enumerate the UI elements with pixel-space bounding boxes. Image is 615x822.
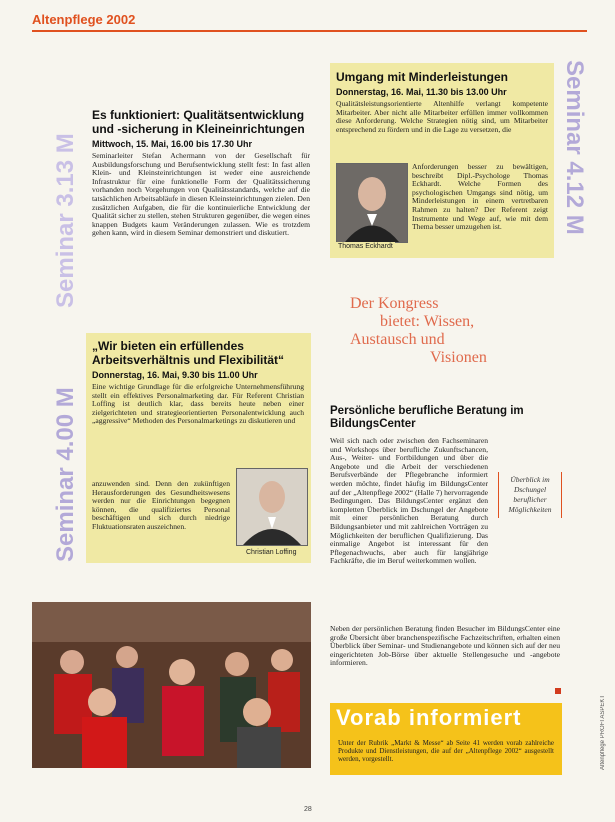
side-credit: Altenpflege PROFI ASPEKT	[600, 694, 606, 770]
bildungscenter-body2: Neben der persönlichen Beratung finden Besucher im BildungsCenter eine große Übersicht über branchenspezifische Fachzeitschriften, erhalten einen Überblick über Seminar- und Studienangebote und können sich auf der neu eingerichteten Job-Börse über aktuelle Stellengesuche und -angebote informieren.	[330, 624, 560, 668]
seminar3-article	[92, 339, 304, 426]
seminar2-title: Umgang mit Minderleistungen	[336, 70, 509, 84]
seminar2-body-side: Anforderungen besser zu bewältigen, beschreibt Dipl.-Psychologe Thomas Eckhardt. Welche Formen des psychologischen Umgangs sind nötig, um Minderleistungen in einem vertretbaren Rahmen zu halten? Der Referent zeigt Instrumente und Wege auf, wie mit dem Thema besser umzugehen ist.	[412, 162, 548, 232]
page-number: 28	[304, 806, 312, 813]
portrait-image	[337, 164, 407, 242]
seminar3-body-top: Eine wichtige Grundlage für die erfolgreiche Unternehmensführung stellt ein effektives Personalmarketing dar. Für Referent Christian Loffing ist deutlich klar, dass bereits heute neben einer zielgerichteten und strategieorientierten Personalentwicklung auch „aggressive“ Methoden des Personalmarketings zu diskutieren und	[92, 382, 304, 426]
seminar1-date: Mittwoch, 15. Mai, 16.00 bis 17.30 Uhr	[92, 139, 253, 149]
seminar3-body-side: anzuwenden sind. Denn den zukünftigen Herausforderungen des Gesundheitswesens werden nur die Einrichtungen begegnen können, die qualifiziertes Personal beschäftigen und sich durch niedrige Fluktuationsraten auszeichnen.	[92, 479, 230, 531]
header-title: Altenpflege 2002	[32, 12, 136, 27]
seminar3-date: Donnerstag, 16. Mai, 9.30 bis 11.00 Uhr	[92, 370, 258, 380]
end-marker	[555, 688, 561, 694]
seminar2-date: Donnerstag, 16. Mai, 11.30 bis 13.00 Uhr	[336, 87, 507, 97]
seminar3-title: „Wir bieten ein erfüllendes Arbeitsverhältnis und Flexibilität“	[92, 339, 285, 367]
congress-line2: bietet: Wissen,	[380, 313, 475, 330]
banner-text: Unter der Rubrik „Markt & Messe“ ab Seite 41 werden vorab zahlreiche Produkte und Dienstleistungen, die auf der „Altenpflege 2002“ ausgestellt werden, vorgestellt.	[338, 739, 554, 763]
audience-photo	[32, 602, 311, 768]
seminar2-photo	[336, 163, 408, 243]
seminar3-photo-caption: Christian Loffing	[246, 549, 297, 556]
congress-quote	[345, 295, 565, 367]
seminar1-article	[92, 108, 310, 238]
pull-quote: Überblick im Dschungel beruflicher Möglichkeiten	[498, 472, 562, 518]
audience-image	[32, 602, 311, 768]
banner-title: Vorab informiert	[336, 705, 522, 730]
seminar2-body-top: Qualitätsleistungsorientierte Altenhilfe verlangt kompetente Mitarbeiter. Aber nicht alle Mitarbeiter erfüllen immer vollkommen diese Anforderung. Welche Strategien nötig sind, um Mitarbeiter entsprechend zu fördern und in die Lage zu versetzen, die	[336, 99, 548, 134]
seminar1-body: Seminarleiter Stefan Achermann von der Gesellschaft für Ausbildungsforschung und Berufsentwicklung stellt fest: In fast allen Klein- und Kleinsteinrichtungen ist weder eine ausreichende Infrastruktur für eine funktionelle Form der Qualitätssicherung vorhanden noch Vorgehungen von Qualitätsstandards, welche auf die tatsächlichen Arbeitsabläufe in diesen Kleinsteinrichtungen zielen. Den zusätzlichen Aufgaben, die für die kontinuierliche Entwicklung der Qualität sicher zu stellen, stehen Strukturen gegenüber, die wegen eines knappen Budgets kaum Veränderungen zulassen. Wie es trotzdem gehen kann, wird in diesem Seminar demonstriert und diskutiert.	[92, 151, 310, 238]
bildungscenter-title: Persönliche berufliche Beratung im BildungsCenter	[330, 405, 524, 430]
page-header	[32, 8, 587, 32]
seminar3-vertical-label: Seminar 4.00 M	[52, 387, 79, 562]
seminar1-vertical-label: Seminar 3.13 M	[52, 133, 79, 308]
seminar2-article	[336, 70, 548, 134]
congress-line4: Visionen	[430, 349, 487, 366]
congress-line1: Der Kongress	[350, 295, 439, 312]
seminar3-photo	[236, 468, 308, 546]
seminar2-vertical-label: Seminar 4.12 M	[561, 60, 588, 235]
bildungscenter-body1: Weil sich nach oder zwischen den Fachseminaren und Workshops über berufliche Zukunftschancen, Aus-, Weiter- und Fortbildungen und über die Angebote und die Arbeit der verschiedenen Berufsverbände der Pflegebranche informiert werden möchte, findet häufig im BildungsCenter auf der „Altenpflege 2002“ (Halle 7) hervorragende Bedingungen. Das BildungsCenter ergänzt den kompletten Überblick im Dschungel der Angebote mit einer persönlichen Beratung durch Bildungsanbieter und mit zahlreichen Vorträgen zu Möglichkeiten der beruflichen Qualifizierung. Das einmalige Angebot ist interessant für den Pflegenachwuchs, aber auch für langjährige Fachkräfte, die im Beruf weiterkommen wollen.	[330, 436, 488, 566]
congress-line3: Austausch und	[350, 331, 445, 348]
seminar1-title: Es funktioniert: Qualitätsentwicklung und -sicherung in Kleineinrichtungen	[92, 108, 305, 136]
info-banner	[330, 703, 562, 775]
bildungscenter-article	[330, 405, 562, 431]
seminar2-photo-caption: Thomas Eckhardt	[338, 243, 393, 250]
portrait-image	[237, 469, 307, 545]
